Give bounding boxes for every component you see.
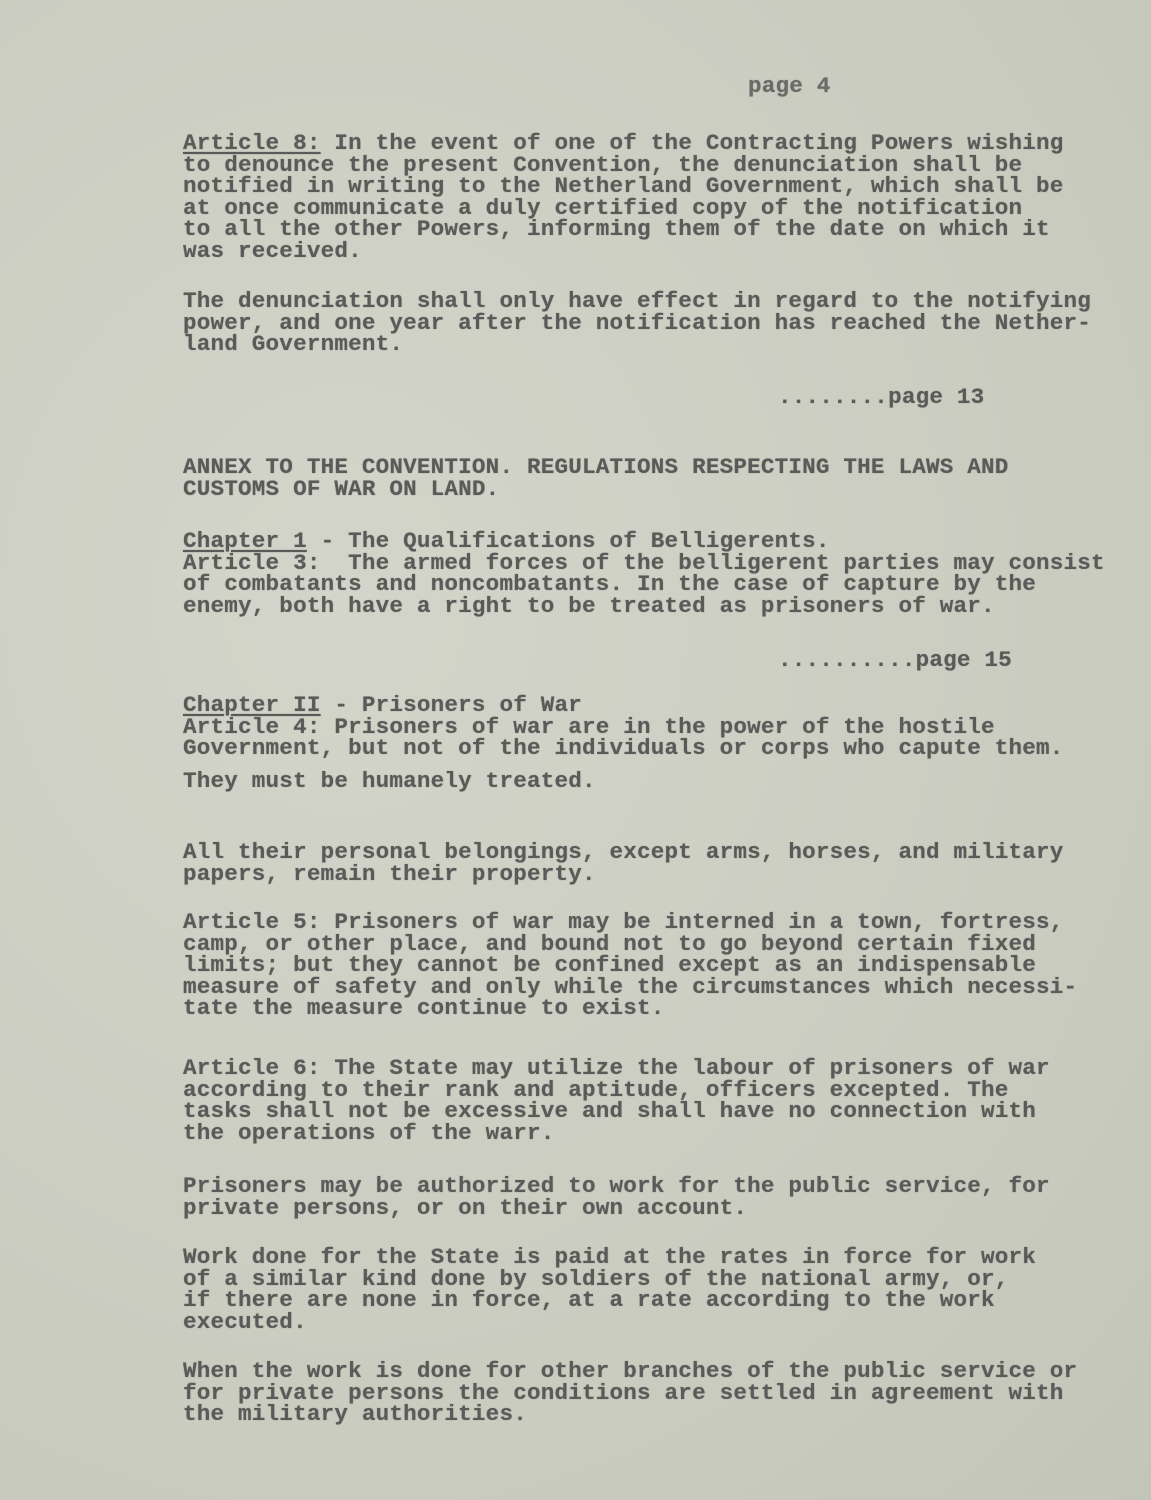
paragraph-page-ref-15: [778, 647, 1012, 673]
text-line: notified in writing to the Netherland Government, which shall be: [183, 173, 1064, 200]
text-line: land Government.: [183, 331, 404, 358]
text-line: of combatants and noncombatants. In the case of capture by the: [183, 571, 1037, 598]
text-line: enemy, both have a right to be treated as prisoners of war.: [183, 592, 995, 619]
text-line: Article 5: Prisoners of war may be interned in a town, fortress,: [183, 909, 1064, 935]
text-line: to all the other Powers, informing them of the date on which it: [183, 216, 1050, 243]
paragraph-annex-title: [183, 454, 1009, 502]
text-line: private persons, or on their own account.: [183, 1194, 748, 1221]
text-line: Article 3: The armed forces of the belligerent parties may consist: [183, 549, 1105, 576]
text-line: measure of safety and only while the circumstances which necessi-: [183, 973, 1078, 1000]
text-line: The denunciation shall only have effect in regard to the notifying: [183, 288, 1092, 314]
text-line: Chapter 1 - The Qualifications of Belligerents.: [183, 528, 830, 554]
paragraph-chapter-1: [183, 528, 1105, 619]
paragraph-denunciation-effect: [183, 288, 1092, 358]
paragraph-work-for-state: [183, 1244, 1037, 1335]
paragraph-chapter-2: [183, 692, 1064, 762]
paragraph-belongings: [183, 839, 1064, 887]
text-line: Article 4: Prisoners of war are in the power of the hostile: [183, 713, 995, 740]
text-line: CUSTOMS OF WAR ON LAND.: [183, 475, 500, 502]
paragraph-article-8: [183, 130, 1064, 264]
text-line: of a similar kind done by soldiers of the national army, or,: [183, 1265, 1009, 1292]
text-line: ........page 13: [778, 384, 985, 410]
text-line: power, and one year after the notification has reached the Nether-: [183, 309, 1092, 336]
paragraph-article-5: [183, 909, 1078, 1022]
text-line: was received.: [183, 237, 362, 264]
text-line: Chapter II - Prisoners of War: [183, 692, 583, 718]
paragraph-public-service: [183, 1173, 1050, 1221]
text-line: the military authorities.: [183, 1401, 527, 1428]
text-line: papers, remain their property.: [183, 860, 596, 887]
text-line: the operations of the warr.: [183, 1119, 555, 1146]
text-line: Article 8: In the event of one of the Contracting Powers wishing: [183, 130, 1064, 156]
paragraph-page-ref-13: [778, 384, 985, 410]
text-line: camp, or other place, and bound not to go beyond certain fixed: [183, 930, 1037, 957]
text-line: for private persons the conditions are settled in agreement with: [183, 1379, 1064, 1406]
text-line: at once communicate a duly certified copy of the notification: [183, 194, 1023, 221]
text-line: They must be humanely treated.: [183, 768, 596, 794]
text-line: tate the measure continue to exist.: [183, 995, 665, 1022]
text-line: Government, but not of the individuals or corps who capute them.: [183, 735, 1064, 762]
text-line: if there are none in force, at a rate according to the work: [183, 1287, 995, 1314]
paragraph-other-branches: [183, 1358, 1078, 1428]
text-line: ..........page 15: [778, 647, 1012, 673]
underlined-heading: Chapter II: [183, 692, 321, 718]
paragraph-humanely-treated: [183, 768, 596, 794]
text-line: All their personal belongings, except arms, horses, and military: [183, 839, 1064, 865]
text-line: ANNEX TO THE CONVENTION. REGULATIONS RESPECTING THE LAWS AND: [183, 454, 1009, 480]
page-number-header: page 4: [748, 73, 831, 99]
underlined-heading: Chapter 1: [183, 528, 307, 554]
text-line: according to their rank and aptitude, officers excepted. The: [183, 1076, 1009, 1103]
text-line: Work done for the State is paid at the rates in force for work: [183, 1244, 1037, 1270]
text-line: Prisoners may be authorized to work for the public service, for: [183, 1173, 1050, 1199]
text-line: When the work is done for other branches of the public service or: [183, 1358, 1078, 1384]
text-line: executed.: [183, 1308, 307, 1335]
text-line: to denounce the present Convention, the denunciation shall be: [183, 151, 1023, 178]
text-line: limits; but they cannot be confined except as an indispensable: [183, 952, 1037, 979]
text-line: tasks shall not be excessive and shall have no connection with: [183, 1098, 1037, 1125]
underlined-heading: Article 8:: [183, 130, 321, 156]
paragraph-article-6: [183, 1055, 1050, 1146]
text-line: Article 6: The State may utilize the labour of prisoners of war: [183, 1055, 1050, 1081]
